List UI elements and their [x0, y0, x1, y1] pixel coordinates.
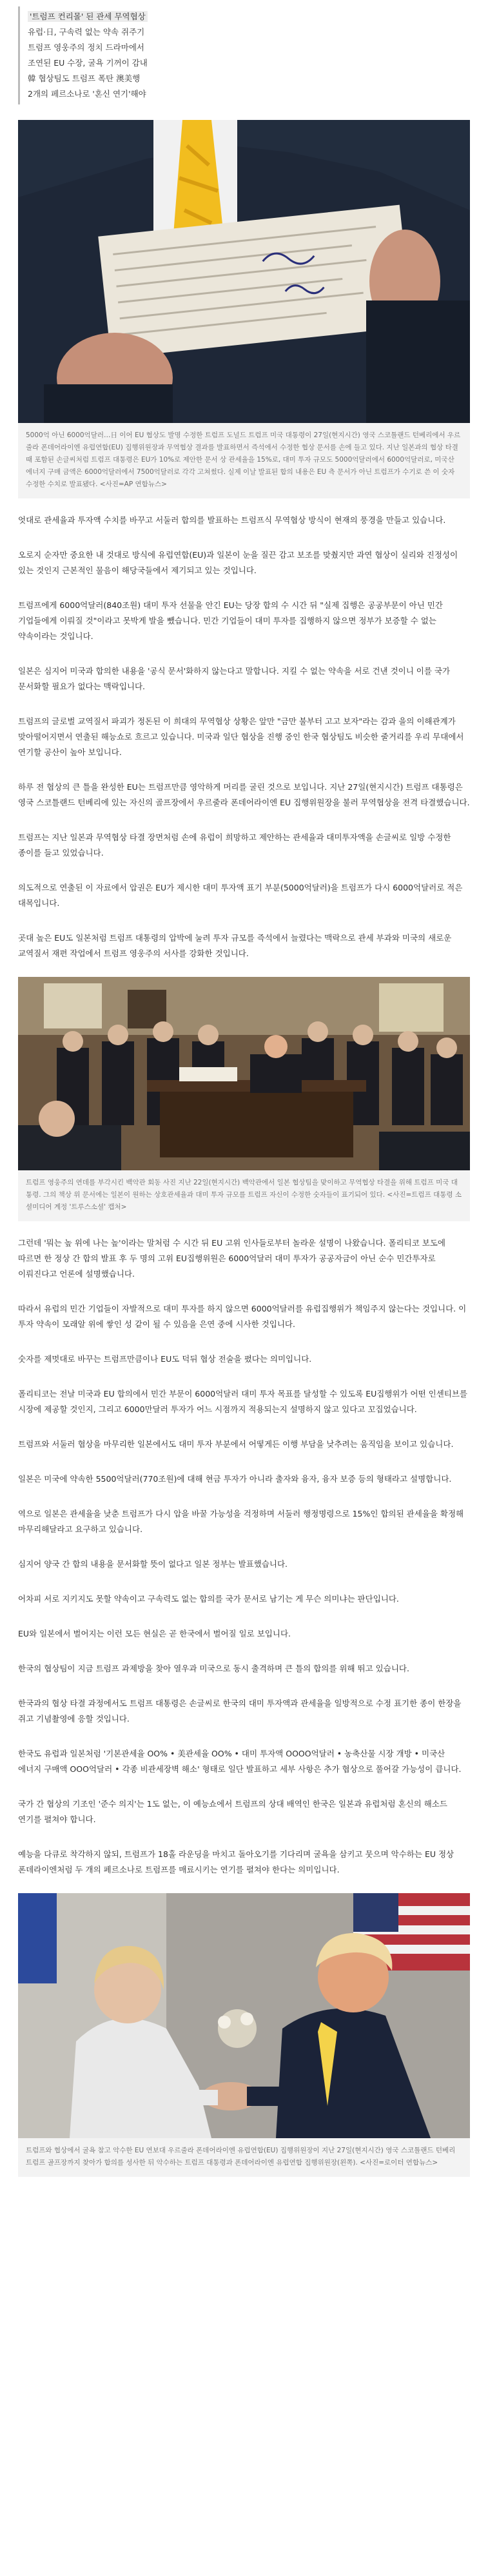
paragraph: 트럼프는 지난 일본과 무역협상 타결 장면처럼 손에 유럽이 희망하고 제안하는 관세율과 대미투자액을 손글씨로 일방 수정한 종이를 들고 있었습니다.	[18, 832, 451, 858]
paragraph: 하루 전 협상의 큰 틀을 완성한 EU는 트럼프만큼 영악하게 머리를 굴린 것으로 보입니다. 지난 27일(현지시간) 트럼프 대통령은 영국 스코틀랜드 턴베리에 있는 자신의 골프장에서 우르줄라 폰데어라이엔 EU 집행위원장을 불러 무역협상을 전격 타결했습니다.	[18, 782, 470, 807]
paragraph: 오로지 순자만 중요한 내 것대로 방식에 유럽연합(EU)과 일본이 눈을 질끈 감고 보조를 맞췄지만 과연 협상이 실리와 진정성이 있는 것인지 근본적인 물음이 해당국들에서 제기되고 있는 것입니다.	[18, 550, 458, 575]
paragraph: 엇대로 관세율과 투자액 수치를 바꾸고 서둘러 합의를 발표하는 트럼프식 무역협상 방식이 현재의 풍경을 만들고 있습니다.	[18, 515, 446, 525]
paragraph: 일본은 미국에 약속한 5500억달러(770조원)에 대해 현금 투자가 아니라 출자와 융자, 융자 보증 등의 형태라고 설명합니다.	[18, 1474, 452, 1484]
paragraph: 심지어 양국 간 합의 내용을 문서화할 뜻이 없다고 일본 정부는 발표했습니다.	[18, 1559, 288, 1569]
paragraph: 따라서 유럽의 민간 기업들이 자발적으로 대미 투자를 하지 않으면 6000억달러를 유럽집행위가 책임주지 않는다는 것입니다. 이 투자 약속이 모래알 위에 쌓인 성 같이 될 수 있음을 은연 중에 시사한 것입니다.	[18, 1304, 467, 1329]
paragraph: 한국도 유럽과 일본처럼 '기본관세율 OO% • 美관세율 OO% • 대미 투자액 OOOO억달러 • 농축산물 시장 개방 • 미국산 에너지 구매액 OOO억달러 • 각종 비관세장벽 해소' 형태로 일단 발표하고 세부 사항은 추가 협상으로 풀어갈 가능성이 큽니다.	[18, 1749, 462, 1774]
paragraph: 곳대 높은 EU도 일본처럼 트럼프 대통령의 압박에 눌려 투자 규모를 즉석에서 늘렸다는 맥락으로 관세 부과와 미국의 새로운 교역질서 재편 작업에서 트럼프 영웅주의 서사를 강화한 것입니다.	[18, 933, 452, 958]
paragraph: 폴리티코는 전날 미국과 EU 합의에서 민간 부문이 6000억달러 대미 투자 목표를 달성할 수 있도록 EU집행위가 어떤 인센티브를 시장에 제공할 것인지, 그리고 6000만달러 투자가 어느 시점까지 적용되는지 설명하지 않고 있다고 꼬집었습니다.	[18, 1389, 468, 1414]
figure-caption: 5000억 아닌 6000억달러…日 이어 EU 협상도 발명 수정한 트럼프 도널드 트럼프 미국 대통령이 27일(현지시간) 영국 스코틀랜드 턴베리에서 우르줄라 폰데어라이엔 유럽연합(EU) 집행위원장과 무역협상 결과를 발표하면서 즉석에서 수정한 협상 문서를 손에 들고 있다. 지난 일본과의 협상 타결 때 포함된 손글씨처럼 트럼프 대통령은 EU가 10%로 제안한 문서 상 관세율을 15%로, 대미 투자 규모도 5000억달러에서 6000억달러로, 미국산 에너지 구매 금액은 6000억달러에서 7500억달러로 각각 고쳐썼다. 실제 이날 발표된 합의 내용은 EU 측 문서가 아닌 트럼프가 수기로 쓴 이 숫자 수정한 수치로 발표됐다. <사진=AP 연합뉴스>	[18, 423, 470, 498]
paragraph: 한국과의 협상 타결 과정에서도 트럼프 대통령은 손글씨로 한국의 대미 투자액과 관세율을 일방적으로 수정 표기한 종이 한장을 쥐고 기념촬영에 응할 것입니다.	[18, 1698, 462, 1724]
figure-1	[18, 120, 470, 498]
paragraph: 어차피 서로 지키지도 못할 약속이고 구속력도 없는 합의를 국가 문서로 남기는 게 무슨 의미냐는 판단입니다.	[18, 1594, 399, 1604]
figure-caption: 트럼프 영웅주의 연데를 부각시킨 백악관 회동 사진 지난 22일(현지시간) 백악관에서 일본 협상팀을 맞이하고 무역협상 타결을 위해 트럼프 미국 대통령. 그의 책상 위 문서에는 일본이 원하는 상호관세율과 대미 투자 규모를 트럼프 자신이 수정한 숫자들이 표기되어 있다. <사진=트럼프 대통령 소셜미디어 계정 '트루스소셜' 캡처>	[18, 1170, 470, 1221]
paragraph: EU와 일본에서 벌어지는 이런 모든 현실은 곧 한국에서 벌어질 일로 보입니다.	[18, 1629, 291, 1638]
article-body	[0, 6, 488, 2216]
subtitle-line: 2개의 페르소나로 '혼신 연기'해야	[28, 89, 146, 99]
paragraph: 그런데 '뭐는 높 위에 나는 높'이라는 말처럼 수 시간 뒤 EU 고위 인사들로부터 놀라운 설명이 나왔습니다. 폴리티코 보도에 따르면 한 정상 간 합의 발표 후 두 명의 고위 EU집행위원은 6000억달러 대미 투자가 공공자금이 아닌 순수 민간투자로 이뤄진다고 언론에 설명했습니다.	[18, 1238, 445, 1279]
paragraph: 숫자를 제멋대로 바꾸는 트럼프만큼이나 EU도 덕뒤 협상 전술을 폈다는 의미입니다.	[18, 1354, 312, 1364]
paragraph: 일본은 심지어 미국과 합의한 내용을 '공식 문서'화하지 않는다고 말합니다. 지킬 수 없는 약속을 서로 건낸 것이니 이를 국가 문서화할 필요가 없다는 맥락입니다.	[18, 666, 451, 691]
paragraph: 트럼프에게 6000억달러(840조원) 대미 투자 선물을 안긴 EU는 당장 합의 수 시간 뒤 "실제 집행은 공공부문이 아닌 민간 기업들에게 이뤄질 것"이라고 못박게 발을 뺐습니다. 민간 기업들이 대미 투자를 집행하지 않으면 정부가 보증할 수 없는 약속이라는 것입니다.	[18, 600, 443, 641]
subtitle-line: '트럼프 컨리몰' 된 관세 무역협상	[28, 11, 148, 22]
paragraph: 의도적으로 연출된 이 자료에서 압권은 EU가 제시한 대미 투자액 표기 부분(5000억달러)을 트럼프가 다시 6000억달러로 적은 대목입니다.	[18, 883, 463, 908]
figure-2	[18, 977, 470, 1221]
paragraph: 국가 간 협상의 기조인 '준수 의지'는 1도 없는, 이 예능쇼에서 트럼프의 상대 배역인 한국은 일본과 유럽처럼 혼신의 해소드 연기를 펼쳐야 합니다.	[18, 1799, 447, 1824]
photo-white-house-meeting	[18, 977, 470, 1170]
paragraph: 한국의 협상팀이 지금 트럼프 과제방을 찾아 열우과 미국으로 동시 출격하며 큰 틀의 합의를 위해 뛰고 있습니다.	[18, 1664, 409, 1673]
paragraph: 역으로 일본은 관세율을 낮춘 트럼프가 다시 압을 바꿀 가능성을 걱정하며 서둘러 행정명령으로 15%인 합의된 관세율을 확정해 마무리해달라고 요구하고 있습니다.	[18, 1509, 464, 1534]
photo-handshake	[18, 1893, 470, 2138]
article-subtitle	[18, 6, 470, 104]
figure-3	[18, 1893, 470, 2177]
subtitle-line: 유럽·日, 구속력 없는 약속 쥐주기	[28, 27, 145, 37]
paragraph: 트럼프와 서둘러 협상을 마무리한 일본에서도 대미 투자 부분에서 어떻게든 이행 부담을 낮추려는 움직임을 보이고 있습니다.	[18, 1439, 454, 1449]
paragraph: 예능을 다큐로 착각하지 않되, 트럼프가 18홀 라운딩을 마치고 돌아오기를 기다리며 굴욕을 삼키고 뭇으며 악수하는 EU 정상 폰데라이엔처럼 두 개의 페르소나로 트럼프를 매료시키는 연기를 펼쳐야 한다는 의미입니다.	[18, 1849, 454, 1874]
subtitle-line: 韓 협상팀도 트럼프 폭탄 澳美행	[28, 74, 141, 83]
figure-caption: 트럼프와 협상에서 굴욕 참고 악수한 EU 연보대 우르줄라 폰데어라이엔 유럽연합(EU) 집행위원장이 지난 27일(현지시간) 영국 스코틀랜드 턴베리 트럼프 골프장까지 찾아가 합의를 성사한 뒤 악수하는 트럼프 대통령과 폰데어라이엔 유럽연합 집행위원장(왼쪽). <사진=로이터 연합뉴스>	[18, 2138, 470, 2177]
subtitle-line: 트럼프 영웅주의 정치 드라마에서	[28, 43, 144, 52]
photo-trump-holding-document	[18, 120, 470, 423]
paragraph: 트럼프의 글로벌 교역질서 파괴가 정돈된 이 희대의 무역협상 상황은 앞만 "금만 불부터 고고 보자"라는 감과 을의 이해관계가 맞아떨어지면서 연출된 해능쇼로 흐르고 있습니다. 미국과 일단 협상을 진행 중인 한국 협상팀도 비슷한 줄거리를 우리 무대에서 연기할 공산이 높아 보입니다.	[18, 716, 464, 757]
subtitle-line: 조연된 EU 수장, 굴욕 기꺼이 감내	[28, 58, 148, 68]
